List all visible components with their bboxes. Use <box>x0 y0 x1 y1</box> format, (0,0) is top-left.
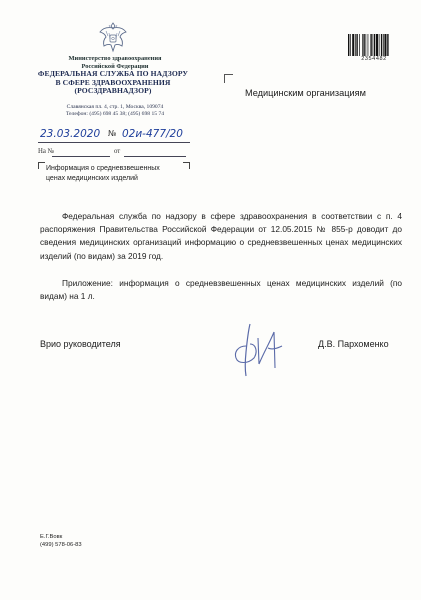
recipient-corner-mark <box>224 74 233 83</box>
signer-name: Д.В. Пархоменко <box>318 339 389 349</box>
number-label: № <box>108 129 117 138</box>
executor-info: Е.Г.Вовк (499) 578-06-83 <box>40 534 82 548</box>
coat-of-arms-emblem <box>97 20 129 54</box>
reply-date-line <box>124 156 186 157</box>
agency-name: ФЕДЕРАЛЬНАЯ СЛУЖБА ПО НАДЗОРУ В СФЕРЕ ЗДРАВООХРАНЕНИЯ (РОСЗДРАВНАДЗОР) <box>37 69 189 96</box>
handwritten-date: 23.03.2020 <box>40 128 101 140</box>
handwritten-signature <box>228 318 286 378</box>
body-paragraph-attachment: Приложение: информация о средневзвешенных ценах медицинских изделий (по видам) на 1 л. <box>40 278 402 302</box>
recipient: Медицинским организациям <box>245 88 366 98</box>
date-underline <box>38 142 190 143</box>
ministry-name: Министерство здравоохранения Российской Федерации <box>68 55 162 70</box>
handwritten-number: 02и-477/20 <box>122 128 183 140</box>
reply-number-line <box>52 156 110 157</box>
letter-subject: Информация о средневзвешенных ценах медицинских изделий <box>46 165 160 182</box>
body-paragraph-main: Федеральная служба по надзору в сфере здравоохранения в соответствии с п. 4 распоряжения Правительства Российской Федерации от 12.05.2015 № 855-р доводит до сведения медицинских организаций информацию о средневзвешенных ценах медицинских изделий (по видам) за 2019 год. <box>40 211 402 261</box>
barcode-number: 2354482 <box>361 56 387 62</box>
agency-address: Славянская пл. 4, стр. 1, Москва, 109074 Телефон: (495) 698 45 38; (495) 698 15 74 <box>65 104 165 118</box>
subject-bracket-left <box>38 162 45 169</box>
reply-date-label: от <box>114 148 121 155</box>
barcode-graphic <box>348 34 400 56</box>
signer-role: Врио руководителя <box>40 339 121 349</box>
reply-to-number-label: На № <box>38 148 55 155</box>
